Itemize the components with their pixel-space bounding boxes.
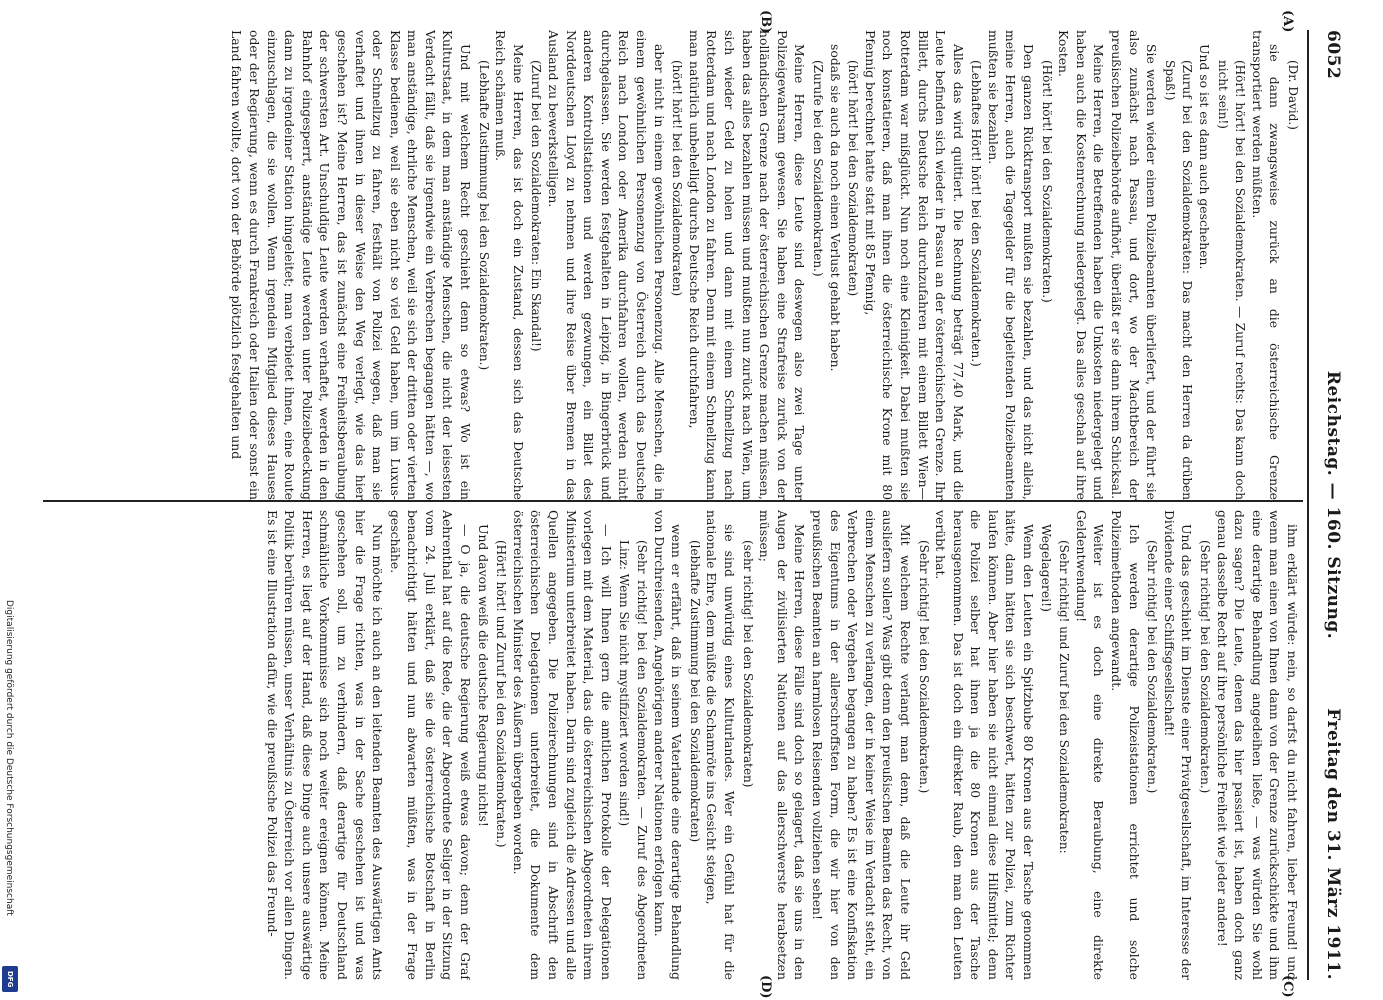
paragraph: — O ja, die deutsche Regierung weiß etwas davon; denn der Graf Aehrenthal hat auf die Rede, die der Abgeordnete Seliger in der Sitzung vom 24. Juli erklärt, daß sie die österreichische Botschaft in Berlin benachrichtigt hätten und nun abwarten müßten, was in der Frage geschähe.: [387, 510, 474, 980]
paragraph: (Sehr richtig! bei den Sozialdemokraten. — Zuruf des Abgeordneten Linz: Wenn Sie nicht mystifiziert worden sind!): [617, 540, 650, 980]
paragraph: (hört! hört! bei den Sozialdemokraten): [846, 60, 861, 297]
paragraph: Meine Herren, diese Fälle sind doch so gelagert, daß sie uns in den Augen der zivilisierten Nationen auf das allerschwerste herabsetzen müssen;: [757, 510, 808, 980]
paragraph: (Zuruf bei den Sozialdemokraten: Das macht den Herren da drüben Spaß!): [1162, 60, 1195, 500]
text-column-right: [31, 510, 1301, 980]
paragraph: Weiter ist es doch eine direkte Beraubung, eine direkte Geldentwendung!: [1073, 510, 1107, 980]
digitization-credit: Digitalisierung gefördert durch die Deutsche Forschungsgemeinschaft: [4, 600, 14, 916]
paragraph: aber nicht in einem gewöhnlichen Personenzug. Alle Menschen, die in einem gewöhnlichen Personenzug von Österreich durch das Deutsche Reich nach London oder Amerika durchfahren wollen, werden nicht durchgelassen. Sie werden festgehalten in Leipzig, in Bingerbrück und anderen Kontrollstationen und werden gezwungen, ein Billet des Norddeutschen Lloyd zu nehmen und ihre Reise über Bremen in das Ausland zu bewerkstelligen.: [546, 30, 667, 500]
paragraph: (Sehr richtig! und Zuruf bei den Sozialdemokraten:: [1057, 540, 1072, 854]
paragraph: — Ich will Ihnen gern die amtlichen Protokolle der Delegationen vorlegen mit dem Material, das die österreichischen Abgeordneten ihrem Ministerium unterbreitet haben. Darin sind zugleich die Adressen und alle Quellen angegeben. Die Polizeirechnungen sind in Abschrift den österreichischen Delegationen unterbreitet, die Dokumente dem österreichischen Minister des Äußern übergeben worden.: [510, 510, 614, 980]
paragraph: (Hört! hört! und Zuruf bei den Sozialdemokraten.): [494, 540, 509, 848]
page-number: 6052: [1323, 30, 1343, 80]
paragraph: wenn er erfährt, daß in seinem Vaterlande eine derartige Behandlung von Durchreisenden, Angehörigen anderer Nationen erfolgen kann.: [651, 510, 685, 980]
paragraph: (Hört! hört! bei den Sozialdemokraten. — Zuruf rechts: Das kann doch nicht sein!): [1215, 60, 1248, 500]
paragraph: (Zurufe bei den Sozialdemokraten.): [810, 60, 825, 277]
paragraph: Und mit welchem Recht geschieht denn so etwas? Wo ist ein Kulturstaat, in dem man anständige Menschen, die nicht der leisesten Verdacht fällt, daß sie irgendwie ein Verbrechen begangen hätten —, wo man anständige, ehrliche Menschen, weil sie sich der dritten oder vierten Klasse bedienen, weil sie eben nicht so viel Geld haben, um im Luxus- oder Schnellzug zu fahren, festhält von Polizei wegen, daß man sie verhaftet und ihnen in dieser Weise den Weg verlegt, wie das hier geschehen ist? Meine Herren, das ist zunächst eine Freiheitsberaubung der schwersten Art. Unschuldige Leute werden verhaftet, werden in den Bahnhof eingesperrt, anständige Leute werden unter Polizeibedeckung dann zu irgendeiner Station hingeleitet; man verbietet ihnen, eine Route einzuschlagen, die sie wollen. Wenn irgendein Mitglied dieses Hauses oder der Regierung, wenn es durch Frankreich oder Italien oder sonst ein Land fahren wollte, dort von der Behörde plötzlich festgehalten und: [229, 30, 474, 500]
paragraph: Und so ist es dann auch geschehen.: [1197, 44, 1213, 270]
paragraph: Wenn den Leuten ein Spitzbube 80 Kronen aus der Tasche genommen hätte, dann hätten sie sich beschwert, hätten zur Polizei, zum Richter laufen können. Aber hier haben sie nicht einmal diese Hilfsmittel; denn die Polizei selber hat ihnen ja die 80 Kronen aus der Tasche herausgenommen. Das ist doch ein direkter Raub, den man den Leuten verübt hat.: [933, 510, 1037, 980]
paragraph: (Sehr richtig! bei den Sozialdemokraten.): [916, 540, 931, 794]
paragraph: Meine Herren, die Betreffenden haben die Unkosten niedergelegt und haben auch die Kostenrechnung niedergelegt. Das alles geschah auf ihre Kosten.: [1056, 30, 1107, 500]
paragraph: Meine Herren, diese Leute sind deswegen also zwei Tage unter Polizeigewahrsam gewesen. Sie haben eine Strafreise zurück von der holländischen Grenze nach der österreichischen Grenze machen müssen, haben das alles bezahlen müssen und mußten nun zurück nach Wien, um sich wieder Geld zu holen und dann mit einem Schnellzug nach Rotterdam und nach London zu fahren. Denn mit einem Schnellzug kann man natürlich unbehelligt durchs Deutsche Reich durchfahren,: [686, 30, 808, 500]
paragraph: Sie werden wieder einem Polizeibeamten überliefert, und der führt sie also zunächst nach Passau, und dort, wo der Machtbereich der preußischen Polizeibehörde aufhört, überläßt er sie dann ihrem Schicksal.: [1109, 30, 1160, 500]
paragraph: sodaß sie auch da noch einen Verlust gehabt haben.: [827, 44, 843, 372]
paragraph: Alles das wird quittiert. Die Rechnung beträgt 77,40 Mark, und die Leute befinden sich wieder in Passau an der österreichischen Grenze. Ihr Billett, durchs Deutsche Reich durchzufahren mit einem Billett Wien—Rotterdam war mißglückt. Nun noch eine Kleinigkeit. Dabei mußten sie noch konstatieren, daß man ihnen die österreichische Krone mit 80 Pfennig berechnet hatte statt mit 85 Pfennig,: [862, 30, 966, 500]
paragraph: ihm erklärt würde: nein, so darfst du nicht fahren, lieber Freund! und wenn man einen von Ihnen dann von der Grenze zurückschickte und ihm eine derartige Behandlung angedeihen ließe, — was würden Sie wohl dazu sagen? Die Leute, denen das hier passiert ist, haben doch ganz genau dasselbe Recht auf ihre persönliche Freiheit wie jeder andere!: [1214, 510, 1300, 980]
paragraph: (sehr richtig! bei den Sozialdemokraten): [740, 540, 755, 788]
paragraph: Ich werden derartige Polizeistationen errichtet und solche Polizeimethoden angewandt.: [1109, 510, 1142, 980]
paragraph: (Hört! hört! bei den Sozialdemokraten.): [1039, 60, 1054, 303]
page-date: Freitag den 31. März 1911.: [1323, 708, 1343, 980]
dfg-logo-text: DFG: [6, 970, 14, 988]
margin-mark-d: (D): [758, 975, 773, 999]
paragraph: Mit welchem Rechte verlangt man denn, daß die Leute ihr Geld ausliefern sollen? Was gibt denn den preußischen Beamten das Recht, von einem Menschen zu verlangen, der in keiner Weise im Verdacht steht, ein Verbrechen oder Vergehen begangen zu haben? Es ist eine Konfiskation des Eigentums in der allerschroffsten Form, die wir hier von den preußischen Beamten an harmlosen Reisenden vollziehen sehen!: [809, 510, 913, 980]
paragraph: Und davon weiß die deutsche Regierung nichts!: [475, 524, 491, 827]
paragraph: (hört! hört! bei den Sozialdemokraten): [670, 60, 685, 297]
paragraph: (Zuruf bei den Sozialdemokraten: Ein Skandal!): [529, 60, 544, 352]
page-header: [1317, 30, 1343, 980]
paragraph: Meine Herren, das ist doch ein Zustand, dessen sich das Deutsche Reich schämen muß.: [493, 30, 526, 500]
column-divider: [43, 500, 1303, 502]
page-title: Reichstag. — 160. Sitzung.: [1323, 370, 1343, 640]
digitization-footer: [0, 600, 20, 1000]
margin-mark-b: (B): [758, 10, 773, 34]
paragraph: sie dann zwangsweise zurück an die österreichische Grenze transportiert werden müßten.: [1249, 30, 1283, 500]
paragraph: (Sehr richtig! bei den Sozialdemokraten.): [1198, 540, 1213, 794]
dfg-logo: [2, 966, 18, 992]
paragraph: Wegelagerei!): [1038, 524, 1054, 612]
paragraph: (Dr. David.): [1286, 60, 1300, 130]
text-column-left: [31, 30, 1301, 500]
header-rule: [1307, 30, 1309, 980]
paragraph: (Lebhafte Zustimmung bei den Sozialdemokraten.): [476, 60, 491, 371]
paragraph: Nun möchte ich auch an den leitenden Beamten des Auswärtigen Amts hier die Frage richten, was in der Sache geschehen ist und was geschehen soll, um zu verhindern, daß derartige für Deutschland schmähliche Vorkommnisse sich noch weiter ereignen können. Meine Herren, es liegt auf der Hand, daß diese Dinge auch unsere auswärtige Politik berühren müssen, unser Verhältnis zu Österreich vor allen Dingen. Es ist eine Illustration dafür, wie die preußische Polizei das Freund-: [264, 510, 386, 980]
paragraph: sie sind unwürdig eines Kulturlandes. Wer ein Gefühl hat für die nationale Ehre, dem müßte die Schamröte ins Gesicht steigen,: [704, 510, 737, 980]
paragraph: Und das geschieht im Dienste einer Privatgesellschaft, im Interesse der Dividende einer Schiffsgesellschaft!: [1161, 510, 1195, 980]
paragraph: (lebhafte Zustimmung bei den Sozialdemokraten): [687, 540, 702, 843]
paragraph: (Sehr richtig! bei den Sozialdemokraten.): [1145, 540, 1160, 794]
margin-mark-a: (A): [1280, 10, 1295, 33]
paragraph: (Lebhaftes Hört! hört! bei den Sozialdemokraten.): [969, 60, 984, 367]
margin-mark-c: (C): [1280, 975, 1295, 998]
paragraph: Den ganzen Rücktransport mußten sie bezahlen, und das nicht allein, meine Herren, auch die Tagegelder für die begleitenden Polizeibeamten mußten sie bezahlen.: [985, 30, 1037, 500]
